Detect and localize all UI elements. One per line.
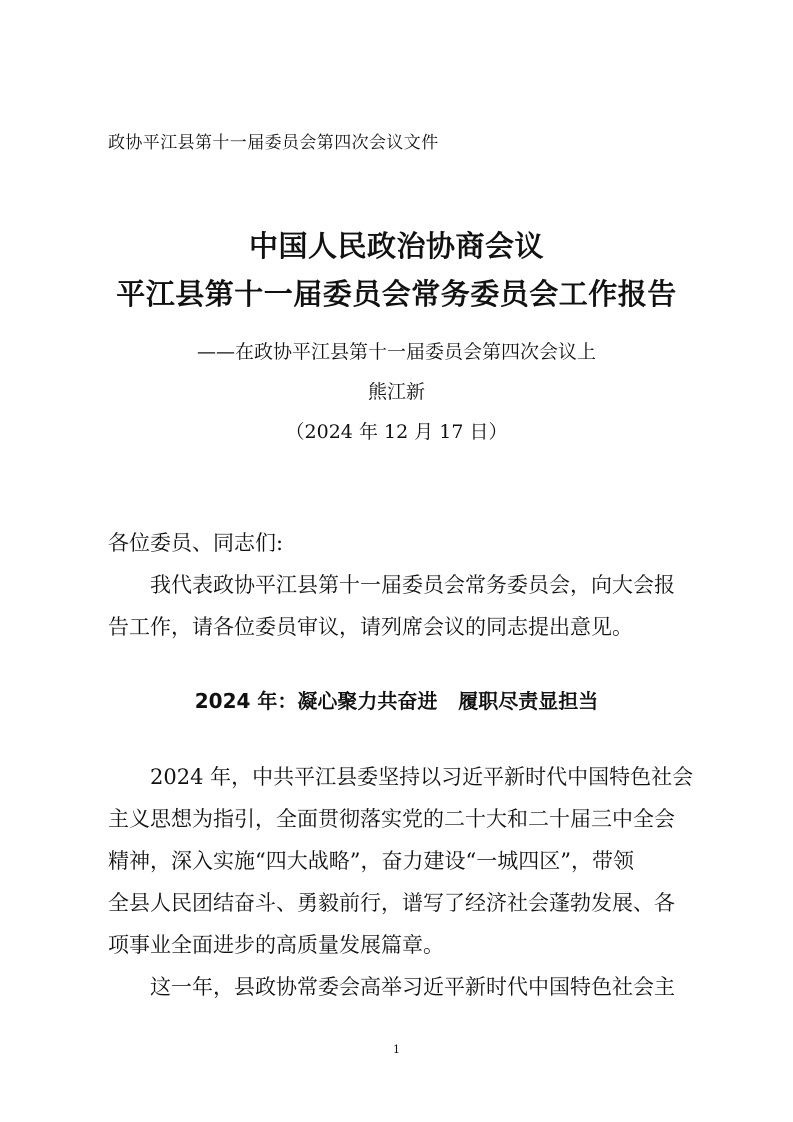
page-number: 1 bbox=[393, 1043, 400, 1056]
intro-line: 告工作，请各位委员审议，请列席会议的同志提出意见。 bbox=[108, 615, 633, 639]
report-title-line-1: 中国人民政治协商会议 bbox=[248, 229, 544, 263]
report-author: 熊江新 bbox=[367, 381, 425, 403]
paragraph-line: 2024 年，中共平江县委坚持以习近平新时代中国特色社会 bbox=[150, 765, 694, 789]
salutation: 各位委员、同志们: bbox=[108, 531, 284, 555]
intro-line: 我代表政协平江县第十一届委员会常务委员会，向大会报 bbox=[150, 573, 675, 597]
paragraph-line: 精神，深入实施“四大战略”，奋力建设“一城四区”，带领 bbox=[108, 849, 634, 873]
paragraph-line: 这一年，县政协常委会高举习近平新时代中国特色社会主 bbox=[150, 975, 675, 999]
section-heading: 2024 年：凝心聚力共奋进 履职尽责显担当 bbox=[194, 689, 599, 713]
report-date: （2024 年 12 月 17 日） bbox=[285, 421, 508, 443]
report-subtitle: ——在政协平江县第十一届委员会第四次会议上 bbox=[196, 341, 596, 363]
paragraph-line: 项事业全面进步的高质量发展篇章。 bbox=[108, 933, 444, 957]
paragraph-line: 全县人民团结奋斗、勇毅前行，谱写了经济社会蓬勃发展、各 bbox=[108, 891, 675, 915]
paragraph-line: 主义思想为指引，全面贯彻落实党的二十大和二十届三中全会 bbox=[108, 807, 675, 831]
report-title-line-2: 平江县第十一届委员会常务委员会工作报告 bbox=[116, 277, 677, 311]
document-label: 政协平江县第十一届委员会第四次会议文件 bbox=[108, 133, 439, 153]
